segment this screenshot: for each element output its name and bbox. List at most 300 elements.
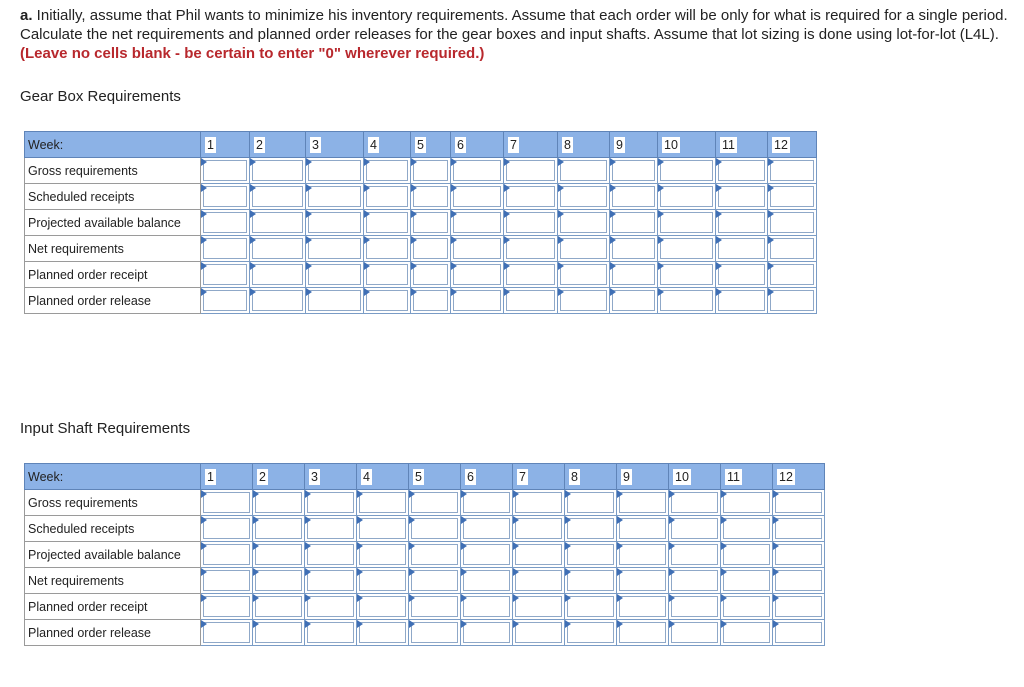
input-marker-icon	[513, 516, 519, 524]
input-marker-icon	[250, 236, 256, 244]
input-cell	[768, 210, 817, 236]
input-cell	[721, 568, 773, 594]
input-marker-icon	[504, 158, 510, 166]
input-cell	[253, 620, 305, 646]
input-marker-icon	[558, 158, 564, 166]
table-row	[25, 594, 825, 620]
week-9-header	[617, 464, 669, 490]
answer-input[interactable]	[515, 622, 562, 643]
input-marker-icon	[451, 262, 457, 270]
answer-input[interactable]	[411, 596, 458, 617]
answer-input[interactable]	[612, 160, 655, 181]
input-cell	[201, 236, 250, 262]
answer-input[interactable]	[567, 596, 614, 617]
input-cell	[617, 542, 669, 568]
input-marker-icon	[773, 490, 779, 498]
answer-input[interactable]	[307, 622, 354, 643]
input-marker-icon	[558, 262, 564, 270]
answer-input[interactable]	[203, 544, 250, 565]
answer-input[interactable]	[307, 492, 354, 513]
input-cell	[658, 184, 716, 210]
input-marker-icon	[558, 210, 564, 218]
input-cell	[716, 288, 768, 314]
input-marker-icon	[201, 158, 207, 166]
input-marker-icon	[565, 542, 571, 550]
week-header-row	[25, 132, 817, 158]
answer-input[interactable]	[255, 570, 302, 591]
answer-input[interactable]	[307, 596, 354, 617]
answer-input[interactable]	[770, 186, 814, 207]
input-cell	[409, 490, 461, 516]
input-marker-icon	[721, 516, 727, 524]
answer-input[interactable]	[252, 290, 303, 311]
input-cell	[411, 262, 451, 288]
input-marker-icon	[773, 594, 779, 602]
answer-input[interactable]	[453, 238, 501, 259]
row-label: Scheduled receipts	[25, 184, 201, 210]
answer-input[interactable]	[775, 570, 822, 591]
week-11-header	[721, 464, 773, 490]
week-number: 4	[363, 470, 370, 484]
answer-input[interactable]	[203, 596, 250, 617]
input-cell	[306, 236, 364, 262]
input-marker-icon	[201, 288, 207, 296]
input-cell	[558, 158, 610, 184]
question-body: Initially, assume that Phil wants to minimize his inventory requirements. Assume that each order will be only for what is required for a single period. Calculate the net requirements and planned order releases for the gear boxes and input shafts. Assume that lot sizing is done using lot-for-lot (L4L).	[20, 7, 1008, 43]
input-marker-icon	[716, 262, 722, 270]
input-marker-icon	[504, 236, 510, 244]
input-cell	[253, 490, 305, 516]
answer-input[interactable]	[660, 212, 713, 233]
answer-input[interactable]	[619, 596, 666, 617]
answer-input[interactable]	[515, 544, 562, 565]
answer-input[interactable]	[718, 264, 765, 285]
input-cell	[617, 620, 669, 646]
answer-input[interactable]	[463, 544, 510, 565]
week-number: 8	[564, 138, 571, 152]
question-prefix: a.	[20, 7, 33, 24]
answer-input[interactable]	[411, 492, 458, 513]
answer-input[interactable]	[413, 212, 448, 233]
input-cell	[451, 262, 504, 288]
input-cell	[201, 568, 253, 594]
input-cell	[201, 210, 250, 236]
input-marker-icon	[617, 594, 623, 602]
input-cell	[504, 236, 558, 262]
week-number: 11	[727, 470, 740, 484]
answer-input[interactable]	[255, 492, 302, 513]
answer-input[interactable]	[359, 596, 406, 617]
answer-input[interactable]	[671, 622, 718, 643]
answer-input[interactable]	[718, 290, 765, 311]
answer-input[interactable]	[506, 264, 555, 285]
answer-input[interactable]	[252, 212, 303, 233]
answer-input[interactable]	[308, 238, 361, 259]
table-row	[25, 490, 825, 516]
answer-input[interactable]	[723, 544, 770, 565]
input-marker-icon	[669, 516, 675, 524]
input-marker-icon	[305, 594, 311, 602]
week-6-header	[451, 132, 504, 158]
answer-input[interactable]	[255, 596, 302, 617]
input-marker-icon	[513, 542, 519, 550]
input-marker-icon	[504, 184, 510, 192]
input-marker-icon	[669, 568, 675, 576]
answer-input[interactable]	[453, 186, 501, 207]
answer-input[interactable]	[366, 186, 408, 207]
input-cell	[669, 620, 721, 646]
row-label: Net requirements	[25, 568, 201, 594]
answer-input[interactable]	[359, 518, 406, 539]
answer-input[interactable]	[515, 492, 562, 513]
input-cell	[658, 288, 716, 314]
input-marker-icon	[768, 210, 774, 218]
input-cell	[201, 620, 253, 646]
answer-input[interactable]	[255, 544, 302, 565]
answer-input[interactable]	[567, 622, 614, 643]
answer-input[interactable]	[366, 160, 408, 181]
answer-input[interactable]	[775, 596, 822, 617]
input-marker-icon	[451, 210, 457, 218]
input-cell	[306, 262, 364, 288]
row-label: Net requirements	[25, 236, 201, 262]
week-7-header	[504, 132, 558, 158]
answer-input[interactable]	[660, 264, 713, 285]
answer-input[interactable]	[560, 264, 607, 285]
week-12-header	[773, 464, 825, 490]
answer-input[interactable]	[660, 238, 713, 259]
input-cell	[357, 490, 409, 516]
answer-input[interactable]	[723, 518, 770, 539]
answer-input[interactable]	[612, 264, 655, 285]
answer-input[interactable]	[560, 186, 607, 207]
input-cell	[558, 184, 610, 210]
answer-input[interactable]	[506, 186, 555, 207]
input-marker-icon	[201, 516, 207, 524]
input-cell	[201, 262, 250, 288]
answer-input[interactable]	[560, 212, 607, 233]
input-marker-icon	[201, 542, 207, 550]
answer-input[interactable]	[463, 570, 510, 591]
input-marker-icon	[716, 288, 722, 296]
input-cell	[768, 184, 817, 210]
answer-input[interactable]	[671, 544, 718, 565]
input-marker-icon	[250, 210, 256, 218]
answer-input[interactable]	[203, 492, 250, 513]
answer-input[interactable]	[359, 622, 406, 643]
input-marker-icon	[201, 262, 207, 270]
answer-input[interactable]	[359, 570, 406, 591]
answer-input[interactable]	[411, 622, 458, 643]
input-cell	[451, 184, 504, 210]
answer-input[interactable]	[366, 212, 408, 233]
answer-input[interactable]	[308, 290, 361, 311]
input-marker-icon	[669, 542, 675, 550]
answer-input[interactable]	[203, 264, 247, 285]
answer-input[interactable]	[567, 570, 614, 591]
table-row	[25, 568, 825, 594]
input-marker-icon	[610, 236, 616, 244]
answer-input[interactable]	[560, 238, 607, 259]
input-marker-icon	[250, 262, 256, 270]
answer-input[interactable]	[770, 212, 814, 233]
input-marker-icon	[768, 236, 774, 244]
input-cell	[409, 568, 461, 594]
answer-input[interactable]	[366, 264, 408, 285]
answer-input[interactable]	[252, 186, 303, 207]
answer-input[interactable]	[660, 290, 713, 311]
table-row	[25, 516, 825, 542]
input-marker-icon	[461, 490, 467, 498]
input-marker-icon	[411, 158, 417, 166]
row-label: Planned order receipt	[25, 594, 201, 620]
answer-input[interactable]	[671, 596, 718, 617]
input-cell	[253, 542, 305, 568]
answer-input[interactable]	[567, 544, 614, 565]
answer-input[interactable]	[463, 518, 510, 539]
week-2-header	[250, 132, 306, 158]
answer-input[interactable]	[612, 186, 655, 207]
answer-input[interactable]	[718, 238, 765, 259]
input-marker-icon	[201, 184, 207, 192]
input-marker-icon	[513, 490, 519, 498]
answer-input[interactable]	[203, 622, 250, 643]
answer-input[interactable]	[366, 238, 408, 259]
answer-input[interactable]	[612, 212, 655, 233]
input-marker-icon	[364, 158, 370, 166]
row-label: Planned order release	[25, 620, 201, 646]
input-cell	[504, 184, 558, 210]
input-marker-icon	[253, 594, 259, 602]
input-marker-icon	[773, 516, 779, 524]
answer-input[interactable]	[660, 186, 713, 207]
input-cell	[357, 594, 409, 620]
week-number: 1	[207, 138, 214, 152]
answer-input[interactable]	[660, 160, 713, 181]
input-cell	[721, 542, 773, 568]
answer-input[interactable]	[203, 186, 247, 207]
input-cell	[721, 620, 773, 646]
input-marker-icon	[565, 568, 571, 576]
answer-input[interactable]	[506, 290, 555, 311]
answer-input[interactable]	[413, 264, 448, 285]
answer-input[interactable]	[359, 492, 406, 513]
answer-input[interactable]	[775, 622, 822, 643]
input-cell	[357, 568, 409, 594]
input-marker-icon	[721, 542, 727, 550]
input-marker-icon	[617, 490, 623, 498]
input-cell	[305, 490, 357, 516]
input-marker-icon	[409, 620, 415, 628]
answer-input[interactable]	[671, 518, 718, 539]
answer-input[interactable]	[612, 290, 655, 311]
input-cell	[658, 236, 716, 262]
input-marker-icon	[558, 236, 564, 244]
answer-input[interactable]	[506, 238, 555, 259]
input-cell	[721, 594, 773, 620]
answer-input[interactable]	[619, 518, 666, 539]
answer-input[interactable]	[671, 492, 718, 513]
answer-input[interactable]	[723, 570, 770, 591]
answer-input[interactable]	[718, 160, 765, 181]
answer-input[interactable]	[723, 596, 770, 617]
answer-input[interactable]	[255, 518, 302, 539]
answer-input[interactable]	[515, 596, 562, 617]
answer-input[interactable]	[463, 492, 510, 513]
answer-input[interactable]	[307, 570, 354, 591]
input-cell	[253, 594, 305, 620]
table-row	[25, 210, 817, 236]
answer-input[interactable]	[453, 212, 501, 233]
input-cell	[461, 542, 513, 568]
input-cell	[409, 542, 461, 568]
answer-input[interactable]	[671, 570, 718, 591]
answer-input[interactable]	[203, 212, 247, 233]
input-cell	[504, 210, 558, 236]
answer-input[interactable]	[770, 290, 814, 311]
input-marker-icon	[610, 210, 616, 218]
input-marker-icon	[357, 542, 363, 550]
week-6-header	[461, 464, 513, 490]
week-9-header	[610, 132, 658, 158]
answer-input[interactable]	[453, 160, 501, 181]
input-marker-icon	[305, 568, 311, 576]
answer-input[interactable]	[203, 518, 250, 539]
input-cell	[716, 210, 768, 236]
answer-input[interactable]	[203, 570, 250, 591]
input-cell	[669, 594, 721, 620]
answer-input[interactable]	[506, 212, 555, 233]
answer-input[interactable]	[770, 238, 814, 259]
answer-input[interactable]	[567, 492, 614, 513]
answer-input[interactable]	[308, 160, 361, 181]
answer-input[interactable]	[413, 160, 448, 181]
answer-input[interactable]	[567, 518, 614, 539]
week-number: 3	[312, 138, 319, 152]
answer-input[interactable]	[203, 290, 247, 311]
answer-input[interactable]	[453, 264, 501, 285]
input-cell	[558, 236, 610, 262]
input-marker-icon	[411, 236, 417, 244]
answer-input[interactable]	[463, 596, 510, 617]
gear-box-title: Gear Box Requirements	[20, 88, 181, 105]
row-label: Projected available balance	[25, 542, 201, 568]
answer-input[interactable]	[453, 290, 501, 311]
input-marker-icon	[357, 568, 363, 576]
answer-input[interactable]	[775, 518, 822, 539]
input-marker-icon	[253, 542, 259, 550]
answer-input[interactable]	[619, 544, 666, 565]
input-cell	[253, 568, 305, 594]
answer-input[interactable]	[723, 622, 770, 643]
week-number: 7	[519, 470, 526, 484]
input-cell	[773, 542, 825, 568]
input-shaft-table	[24, 463, 825, 646]
answer-input[interactable]	[252, 160, 303, 181]
table-row	[25, 542, 825, 568]
answer-input[interactable]	[506, 160, 555, 181]
answer-input[interactable]	[411, 570, 458, 591]
input-cell	[768, 262, 817, 288]
answer-input[interactable]	[411, 544, 458, 565]
answer-input[interactable]	[775, 544, 822, 565]
week-label: Week:	[25, 464, 201, 490]
answer-input[interactable]	[515, 518, 562, 539]
answer-input[interactable]	[413, 186, 448, 207]
answer-input[interactable]	[308, 264, 361, 285]
answer-input[interactable]	[359, 544, 406, 565]
input-cell	[201, 158, 250, 184]
row-label: Planned order receipt	[25, 262, 201, 288]
input-cell	[513, 542, 565, 568]
input-marker-icon	[768, 184, 774, 192]
input-cell	[768, 158, 817, 184]
answer-input[interactable]	[718, 212, 765, 233]
answer-input[interactable]	[775, 492, 822, 513]
input-cell	[716, 158, 768, 184]
input-cell	[364, 158, 411, 184]
input-marker-icon	[610, 262, 616, 270]
answer-input[interactable]	[413, 238, 448, 259]
answer-input[interactable]	[560, 160, 607, 181]
answer-input[interactable]	[515, 570, 562, 591]
input-cell	[658, 262, 716, 288]
input-cell	[513, 490, 565, 516]
answer-input[interactable]	[308, 186, 361, 207]
input-marker-icon	[409, 542, 415, 550]
answer-input[interactable]	[307, 518, 354, 539]
answer-input[interactable]	[723, 492, 770, 513]
week-label: Week:	[25, 132, 201, 158]
answer-input[interactable]	[770, 264, 814, 285]
input-marker-icon	[513, 620, 519, 628]
input-cell	[364, 184, 411, 210]
answer-input[interactable]	[619, 622, 666, 643]
answer-input[interactable]	[252, 264, 303, 285]
input-marker-icon	[669, 594, 675, 602]
answer-input[interactable]	[619, 492, 666, 513]
answer-input[interactable]	[560, 290, 607, 311]
input-marker-icon	[565, 620, 571, 628]
input-cell	[250, 184, 306, 210]
input-cell	[461, 516, 513, 542]
answer-input[interactable]	[718, 186, 765, 207]
week-11-header	[716, 132, 768, 158]
table-row	[25, 158, 817, 184]
answer-input[interactable]	[252, 238, 303, 259]
answer-input[interactable]	[255, 622, 302, 643]
input-cell	[411, 184, 451, 210]
answer-input[interactable]	[411, 518, 458, 539]
input-cell	[306, 288, 364, 314]
input-marker-icon	[658, 184, 664, 192]
answer-input[interactable]	[619, 570, 666, 591]
answer-input[interactable]	[413, 290, 448, 311]
input-cell	[461, 594, 513, 620]
input-marker-icon	[250, 158, 256, 166]
input-marker-icon	[565, 516, 571, 524]
input-marker-icon	[461, 594, 467, 602]
answer-input[interactable]	[203, 238, 247, 259]
answer-input[interactable]	[308, 212, 361, 233]
answer-input[interactable]	[203, 160, 247, 181]
answer-input[interactable]	[770, 160, 814, 181]
answer-input[interactable]	[463, 622, 510, 643]
answer-input[interactable]	[366, 290, 408, 311]
answer-input[interactable]	[307, 544, 354, 565]
input-marker-icon	[409, 490, 415, 498]
answer-input[interactable]	[612, 238, 655, 259]
